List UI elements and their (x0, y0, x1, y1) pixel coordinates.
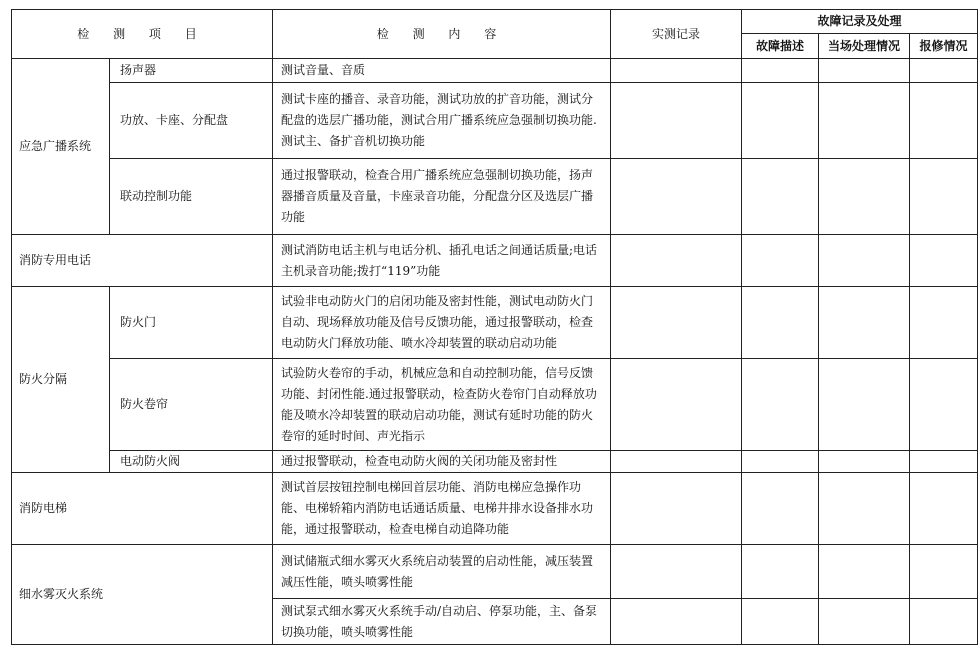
repair-cell (910, 159, 978, 235)
repair-cell (910, 83, 978, 159)
header-fault-desc: 故障描述 (742, 34, 819, 59)
onsite-cell (819, 359, 910, 451)
category-water-mist: 细水雾灭火系统 (12, 545, 273, 645)
repair-cell (910, 235, 978, 287)
content-linkage: 通过报警联动，检查合用广播系统应急强制切换功能，扬声器播音质量及音量，卡座录音功能，分配盘分区及选层广播功能 (273, 159, 611, 235)
content-phone: 测试消防电话主机与电话分机、插孔电话之间通话质量;电话主机录音功能;拨打“119”功能 (273, 235, 611, 287)
item-fire-door: 防火门 (110, 287, 273, 359)
repair-cell (910, 359, 978, 451)
onsite-cell (819, 451, 910, 473)
repair-cell (910, 451, 978, 473)
fault-desc-cell (742, 159, 819, 235)
fault-desc-cell (742, 545, 819, 599)
record-cell (611, 159, 742, 235)
inspection-table (11, 9, 978, 645)
content-elevator: 测试首层按钮控制电梯回首层功能、消防电梯应急操作功能、电梯轿箱内消防电话通话质量、电梯井排水设备排水功能，通过报警联动，检查电梯自动追降功能 (273, 473, 611, 545)
table-row (12, 59, 978, 83)
item-fire-shutter: 防火卷帘 (110, 359, 273, 451)
item-amplifier: 功放、卡座、分配盘 (110, 83, 273, 159)
category-phone: 消防专用电话 (12, 235, 273, 287)
record-cell (611, 359, 742, 451)
header-onsite: 当场处理情况 (819, 34, 910, 59)
item-linkage: 联动控制功能 (110, 159, 273, 235)
fault-desc-cell (742, 287, 819, 359)
header-item: 检 测 项 目 (12, 10, 273, 59)
record-cell (611, 59, 742, 83)
fault-desc-cell (742, 59, 819, 83)
content-speaker: 测试音量、音质 (273, 59, 611, 83)
record-cell (611, 451, 742, 473)
header-content: 检 测 内 容 (273, 10, 611, 59)
category-fire-separation: 防火分隔 (12, 287, 110, 473)
record-cell (611, 545, 742, 599)
header-fault-group: 故障记录及处理 (742, 10, 978, 34)
repair-cell (910, 59, 978, 83)
fault-desc-cell (742, 451, 819, 473)
repair-cell (910, 473, 978, 545)
table-row (12, 473, 978, 545)
record-cell (611, 287, 742, 359)
content-fire-door: 试验非电动防火门的启闭功能及密封性能，测试电动防火门自动、现场释放功能及信号反馈功能，通过报警联动，检查电动防火门释放功能、喷水冷却装置的联动启动功能 (273, 287, 611, 359)
table-row (12, 359, 978, 451)
table-row (12, 83, 978, 159)
content-amplifier: 测试卡座的播音、录音功能，测试功放的扩音功能，测试分配盘的选层广播功能，测试合用广播系统应急强制切换功能.测试主、备扩音机切换功能 (273, 83, 611, 159)
category-broadcast: 应急广播系统 (12, 59, 110, 235)
table-row (12, 159, 978, 235)
onsite-cell (819, 159, 910, 235)
content-mist-bottle: 测试储瓶式细水雾灭火系统启动装置的启动性能，减压装置减压性能，喷头喷雾性能 (273, 545, 611, 599)
record-cell (611, 235, 742, 287)
onsite-cell (819, 287, 910, 359)
onsite-cell (819, 545, 910, 599)
table-row (12, 545, 978, 599)
record-cell (611, 599, 742, 645)
fault-desc-cell (742, 235, 819, 287)
table-row (12, 451, 978, 473)
fault-desc-cell (742, 359, 819, 451)
header-record: 实测记录 (611, 10, 742, 59)
fault-desc-cell (742, 83, 819, 159)
onsite-cell (819, 59, 910, 83)
record-cell (611, 473, 742, 545)
onsite-cell (819, 473, 910, 545)
fault-desc-cell (742, 473, 819, 545)
category-elevator: 消防电梯 (12, 473, 273, 545)
repair-cell (910, 599, 978, 645)
repair-cell (910, 545, 978, 599)
item-fire-damper: 电动防火阀 (110, 451, 273, 473)
onsite-cell (819, 83, 910, 159)
repair-cell (910, 287, 978, 359)
item-speaker: 扬声器 (110, 59, 273, 83)
content-fire-shutter: 试验防火卷帘的手动，机械应急和自动控制功能，信号反馈功能、封闭性能.通过报警联动，检查防火卷帘门自动释放功能及喷水冷却装置的联动启动功能，测试有延时功能的防火卷帘的延时时间、声光指示 (273, 359, 611, 451)
record-cell (611, 83, 742, 159)
table-row (12, 287, 978, 359)
onsite-cell (819, 235, 910, 287)
onsite-cell (819, 599, 910, 645)
header-repair: 报修情况 (910, 34, 978, 59)
content-mist-pump: 测试泵式细水雾灭火系统手动/自动启、停泵功能，主、备泵切换功能，喷头喷雾性能 (273, 599, 611, 645)
table-row (12, 235, 978, 287)
content-fire-damper: 通过报警联动，检查电动防火阀的关闭功能及密封性 (273, 451, 611, 473)
fault-desc-cell (742, 599, 819, 645)
